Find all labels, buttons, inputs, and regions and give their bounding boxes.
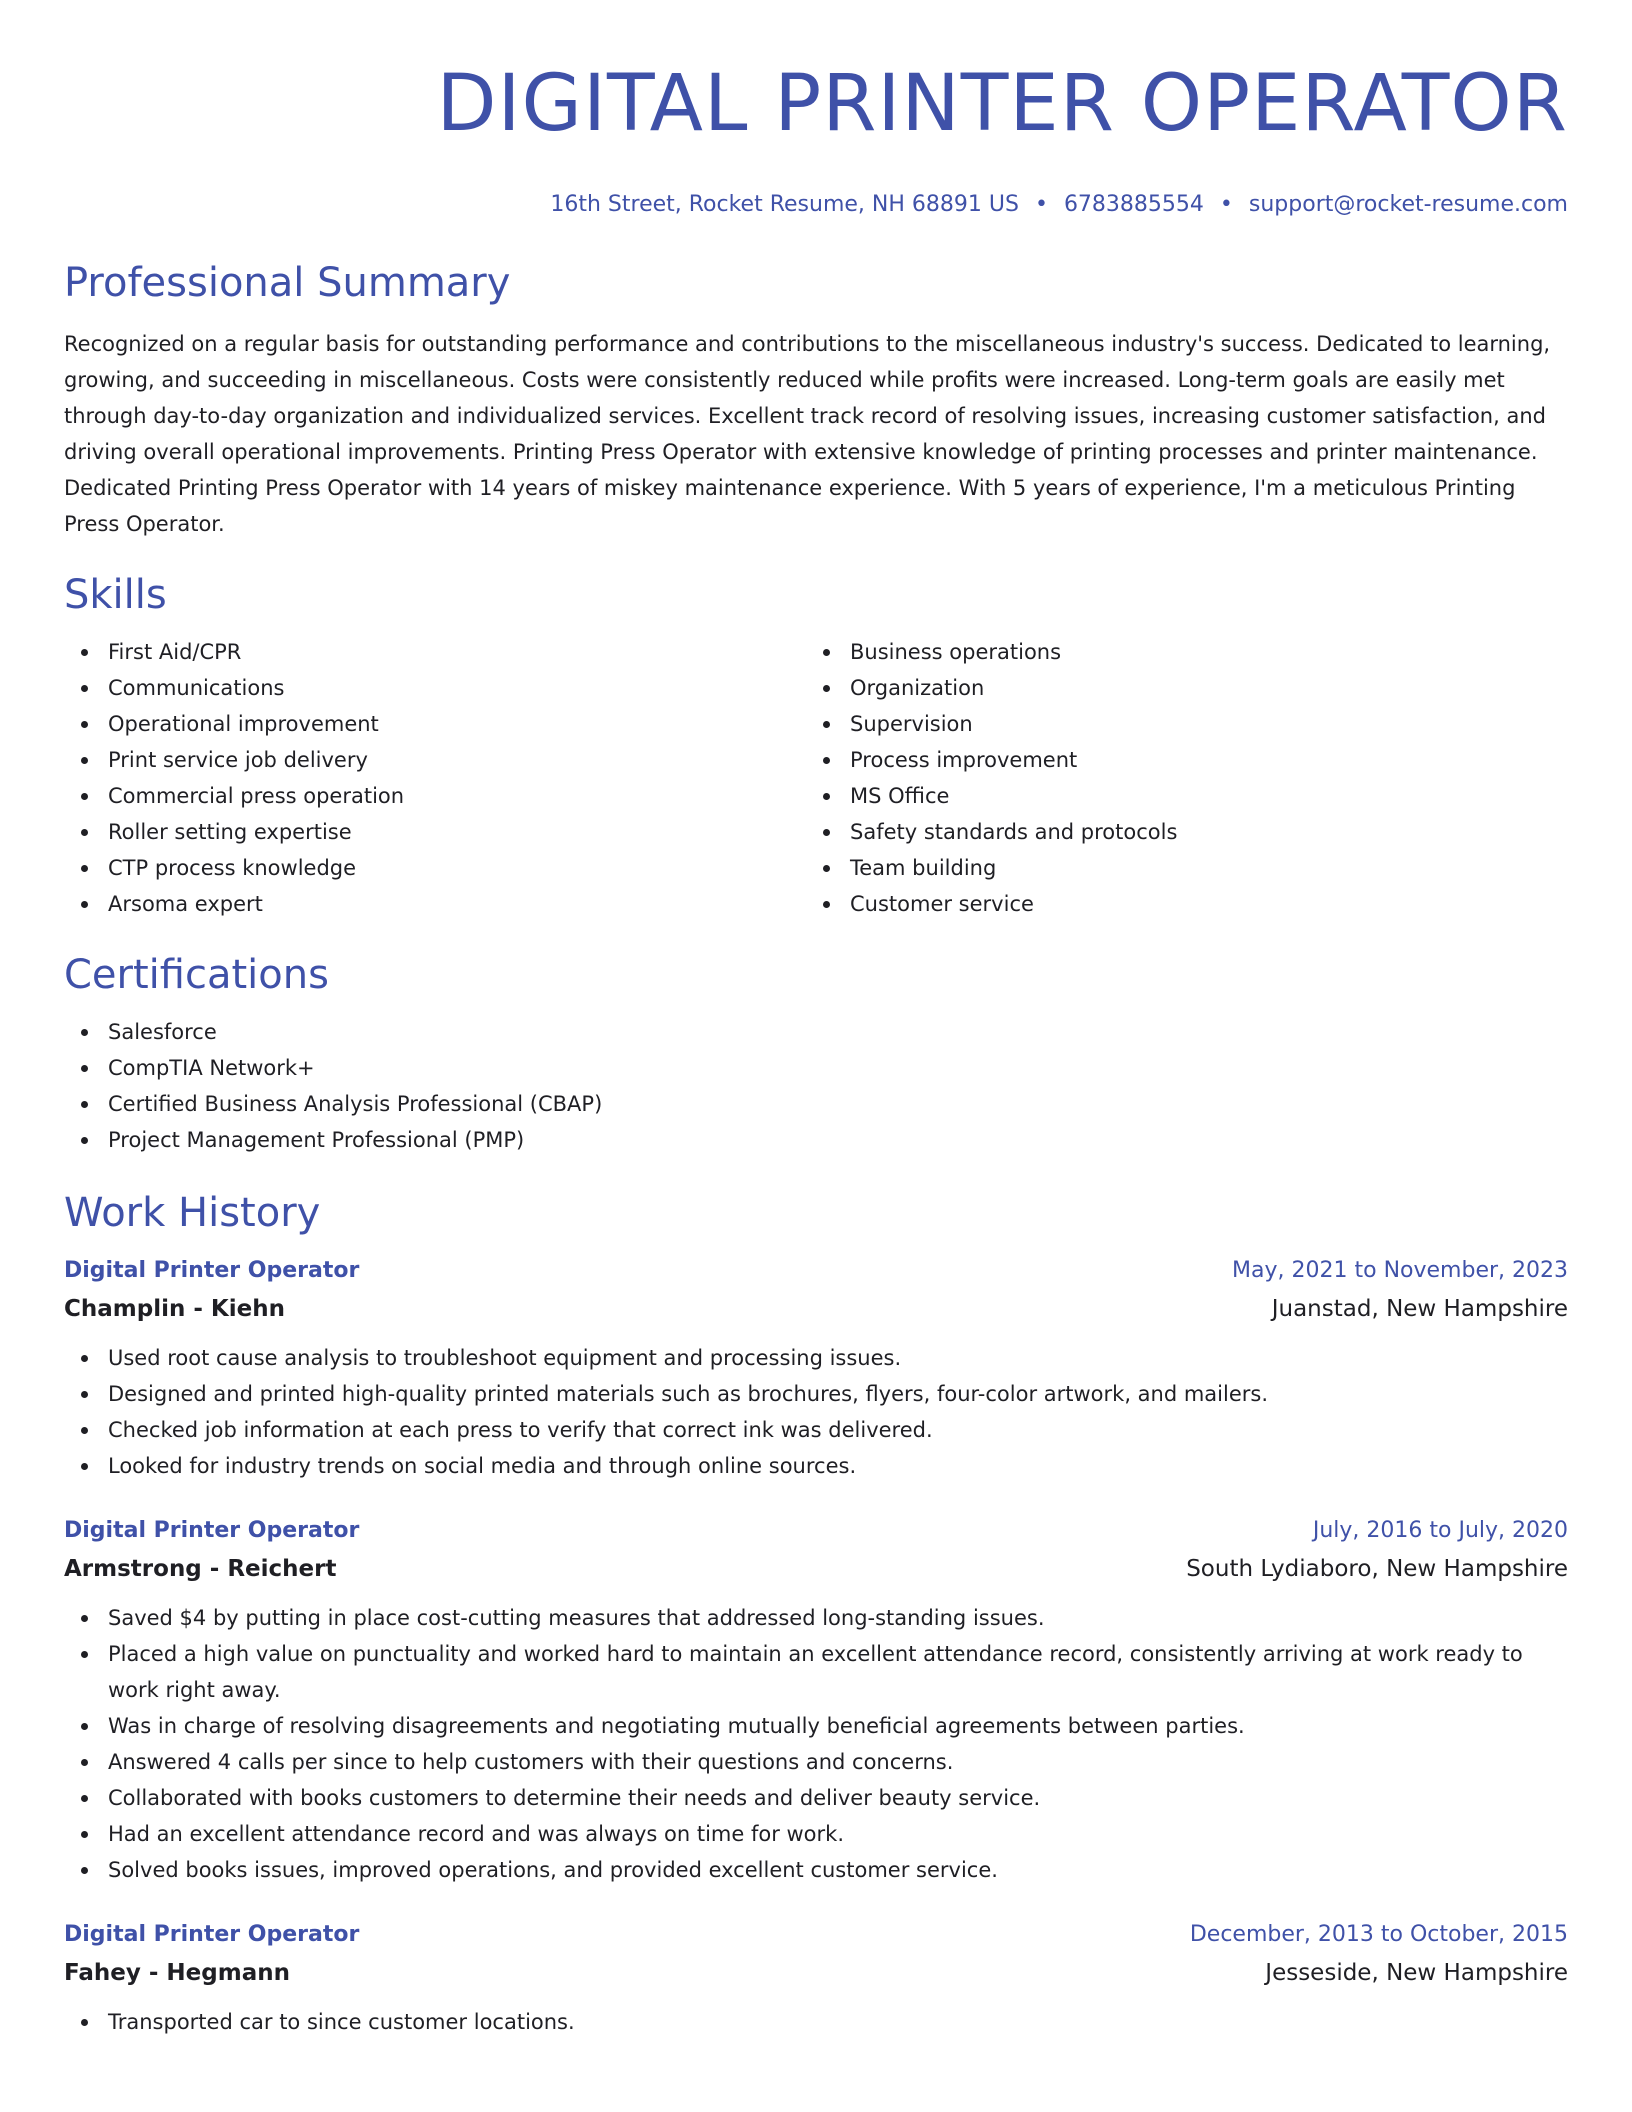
skills-column-left bbox=[64, 634, 806, 922]
job-bullet: Looked for industry trends on social media and through online sources. bbox=[64, 1448, 1568, 1484]
job-bullet: Answered 4 calls per since to help customers with their questions and concerns. bbox=[64, 1744, 1568, 1780]
skill-item: Process improvement bbox=[806, 742, 1548, 778]
certifications-heading: Certifications bbox=[64, 952, 329, 998]
job-bullet: Designed and printed high-quality printed materials such as brochures, flyers, four-color artwork, and mailers. bbox=[64, 1376, 1568, 1412]
job-entry bbox=[64, 1512, 1568, 1888]
skills-column-right bbox=[806, 634, 1548, 922]
job-bullets bbox=[64, 1340, 1568, 1484]
skills-heading: Skills bbox=[64, 572, 167, 618]
certification-item: Salesforce bbox=[64, 1014, 1568, 1050]
job-bullets bbox=[64, 2004, 1568, 2040]
skill-item: Customer service bbox=[806, 886, 1548, 922]
job-bullets bbox=[64, 1600, 1568, 1888]
job-bullet: Was in charge of resolving disagreements and negotiating mutually beneficial agreements between parties. bbox=[64, 1708, 1568, 1744]
job-bullet: Used root cause analysis to troubleshoot equipment and processing issues. bbox=[64, 1340, 1568, 1376]
resume-name: DIGITAL PRINTER OPERATOR bbox=[436, 59, 1568, 149]
job-header bbox=[64, 1512, 1568, 1550]
skill-item: Business operations bbox=[806, 634, 1548, 670]
job-bullet: Saved $4 by putting in place cost-cutting measures that addressed long-standing issues. bbox=[64, 1600, 1568, 1636]
job-title: Digital Printer Operator bbox=[64, 1518, 360, 1543]
job-location: South Lydiaboro, New Hampshire bbox=[1186, 1556, 1568, 1582]
skill-item: Team building bbox=[806, 850, 1548, 886]
job-company: Champlin - Kiehn bbox=[64, 1296, 285, 1322]
skill-item: Arsoma expert bbox=[64, 886, 806, 922]
job-dates: May, 2021 to November, 2023 bbox=[1232, 1258, 1568, 1283]
job-header bbox=[64, 1916, 1568, 1954]
contact-address: 16th Street, Rocket Resume, NH 68891 US bbox=[550, 192, 1019, 217]
contact-line bbox=[64, 190, 1568, 220]
summary-text: Recognized on a regular basis for outstanding performance and contributions to the miscellaneous industry's success. Dedicated to learning, growing, and succeeding in miscellaneous. Costs were consistently reduced while profits were increased. Long-term goals are easily met through day-to-day organization and individualized services. Excellent track record of resolving issues, increasing customer satisfaction, and driving overall operational improvements. Printing Press Operator with extensive knowledge of printing processes and printer maintenance. Dedicated Printing Press Operator with 14 years of miskey maintenance experience. With 5 years of experience, I'm a meticulous Printing Press Operator. bbox=[64, 332, 1551, 536]
work-history-heading: Work History bbox=[64, 1190, 321, 1236]
job-dates: December, 2013 to October, 2015 bbox=[1189, 1922, 1568, 1947]
certifications-list bbox=[64, 1014, 1568, 1158]
skill-item: Print service job delivery bbox=[64, 742, 806, 778]
certification-item: CompTIA Network+ bbox=[64, 1050, 1568, 1086]
skill-item: First Aid/CPR bbox=[64, 634, 806, 670]
certification-item: Project Management Professional (PMP) bbox=[64, 1122, 1568, 1158]
job-bullet: Checked job information at each press to verify that correct ink was delivered. bbox=[64, 1412, 1568, 1448]
skills-list bbox=[64, 634, 1568, 922]
job-bullet: Had an excellent attendance record and was always on time for work. bbox=[64, 1816, 1568, 1852]
contact-separator: • bbox=[1034, 192, 1048, 217]
certification-item: Certified Business Analysis Professional (CBAP) bbox=[64, 1086, 1568, 1122]
skill-item: Safety standards and protocols bbox=[806, 814, 1548, 850]
job-location: Juanstad, New Hampshire bbox=[1271, 1296, 1568, 1322]
skill-item: Organization bbox=[806, 670, 1548, 706]
contact-email[interactable]: support@rocket-resume.com bbox=[1248, 192, 1568, 217]
skill-item: Supervision bbox=[806, 706, 1548, 742]
job-bullet: Placed a high value on punctuality and worked hard to maintain an excellent attendance record, consistently arriving at work ready to work right away. bbox=[64, 1636, 1568, 1708]
job-location: Jesseside, New Hampshire bbox=[1265, 1960, 1568, 1986]
job-subheader bbox=[64, 1290, 1568, 1328]
job-bullet: Solved books issues, improved operations, and provided excellent customer service. bbox=[64, 1852, 1568, 1888]
job-entry bbox=[64, 1916, 1568, 2040]
job-bullet: Transported car to since customer locations. bbox=[64, 2004, 1568, 2040]
skill-item: CTP process knowledge bbox=[64, 850, 806, 886]
contact-separator: • bbox=[1219, 192, 1233, 217]
job-entry bbox=[64, 1252, 1568, 1484]
job-header bbox=[64, 1252, 1568, 1290]
job-subheader bbox=[64, 1550, 1568, 1588]
job-company: Fahey - Hegmann bbox=[64, 1960, 290, 1986]
skill-item: Commercial press operation bbox=[64, 778, 806, 814]
skill-item: Roller setting expertise bbox=[64, 814, 806, 850]
skill-item: Communications bbox=[64, 670, 806, 706]
job-bullet: Collaborated with books customers to determine their needs and deliver beauty service. bbox=[64, 1780, 1568, 1816]
job-company: Armstrong - Reichert bbox=[64, 1556, 337, 1582]
contact-phone[interactable]: 6783885554 bbox=[1063, 192, 1204, 217]
job-subheader bbox=[64, 1954, 1568, 1992]
summary-heading: Professional Summary bbox=[64, 260, 511, 306]
skill-item: Operational improvement bbox=[64, 706, 806, 742]
job-title: Digital Printer Operator bbox=[64, 1258, 360, 1283]
job-dates: July, 2016 to July, 2020 bbox=[1312, 1518, 1568, 1543]
job-title: Digital Printer Operator bbox=[64, 1922, 360, 1947]
skill-item: MS Office bbox=[806, 778, 1548, 814]
